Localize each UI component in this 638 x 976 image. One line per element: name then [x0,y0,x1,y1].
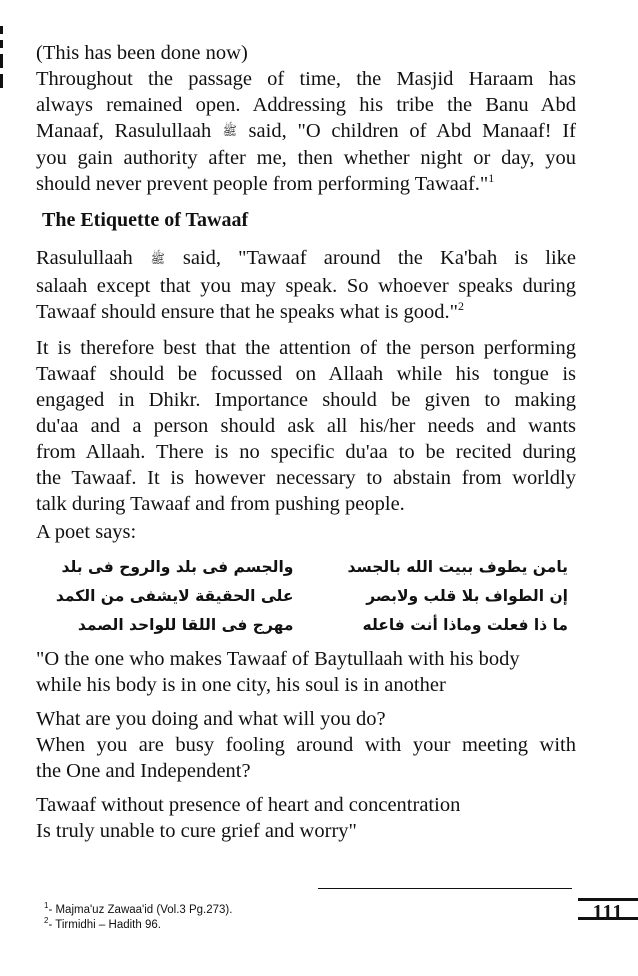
page-body [36,40,576,844]
translation-line: the One and Independent? [36,759,251,782]
salutation-glyph: ﷺ [150,251,165,267]
footnote-ref: 1 [488,171,495,186]
poem-verse [36,611,576,640]
text-line: talk during Tawaaf and from pushing people. [36,492,405,515]
paragraph-attention [36,335,576,517]
text-line: (This has been done now) [36,42,248,64]
text-line: Rasulullaah ﷺ said, "Tawaaf around the Ka'bah is like [36,245,576,272]
footnotes [44,903,232,933]
text-line: du'aa and a person should ask all his/her needs and wants [36,414,576,437]
poem-translation [36,646,576,844]
translation-line: Is truly unable to cure grief and worry" [36,819,357,842]
translation-line: What are you doing and what will you do? [36,707,386,730]
paragraph-masjid-haraam [36,40,576,197]
poem-hemistich: ما ذا فعلت وماذا أنت فاعله [362,615,568,634]
page-number: 111 [578,898,638,920]
poem-verse [36,582,576,611]
poem-verse [36,553,576,582]
footnote-ref: 2 [457,298,464,313]
paragraph-etiquette [36,245,576,324]
text-line: Throughout the passage of time, the Masjid Haraam has [36,68,576,90]
text-line: you gain authority after me, then whether night or day, you [36,147,576,170]
poem-hemistich: مهرج فى اللقا للواحد الصمد [77,615,294,634]
footnote: $^1$- Majma'uz Zawaa'id (Vol.3 Pg.273). [44,901,233,916]
text-line: It is therefore best that the attention of the person performing [36,336,576,359]
translation-line: Tawaaf without presence of heart and concentration [36,793,461,816]
text-line: always remained open. Addressing his tribe the Banu Abd [36,94,576,116]
section-heading: The Etiquette of Tawaaf [42,209,249,232]
translation-line: "O the one who makes Tawaaf of Baytullaah with his body [36,647,520,670]
poem-hemistich: والجسم فى بلد والروح فى بلد [61,557,294,576]
poem-hemistich: على الحقيقة لايشفى من الكمد [55,586,294,605]
footnote: $^2$- Tirmidhi – Hadith 96. [44,916,161,931]
text-line: should never prevent people from performing Tawaaf."$^1$ [36,171,495,196]
text-line: Manaaf, Rasulullaah ﷺ said, "O children of Abd Manaaf! If [36,118,576,145]
footnote-rule [318,888,572,889]
text-line: Tawaaf should ensure that he speaks what is good."$^2$ [36,298,464,323]
salutation-glyph: ﷺ [222,124,237,140]
translation-line: When you are busy fooling around with your meeting with [36,733,576,756]
poem-hemistich: يامن يطوف ببيت الله بالجسد [347,557,568,576]
arabic-poem [36,553,576,640]
poet-intro: A poet says: [36,520,137,543]
poem-hemistich: إن الطواف بلا قلب ولابصر [366,586,568,605]
text-line: from Allaah. There is no specific du'aa to be recited during [36,440,576,463]
text-line: the Tawaaf. It is however necessary to abstain from worldly [36,466,576,489]
text-line: salaah except that you may speak. So whoever speaks during [36,274,576,297]
binding-edge-marks [0,0,6,94]
text-line: engaged in Dhikr. Importance should be given to making [36,388,576,411]
text-line: Tawaaf should be focussed on Allaah while his tongue is [36,362,576,385]
translation-line: while his body is in one city, his soul is in another [36,673,446,696]
